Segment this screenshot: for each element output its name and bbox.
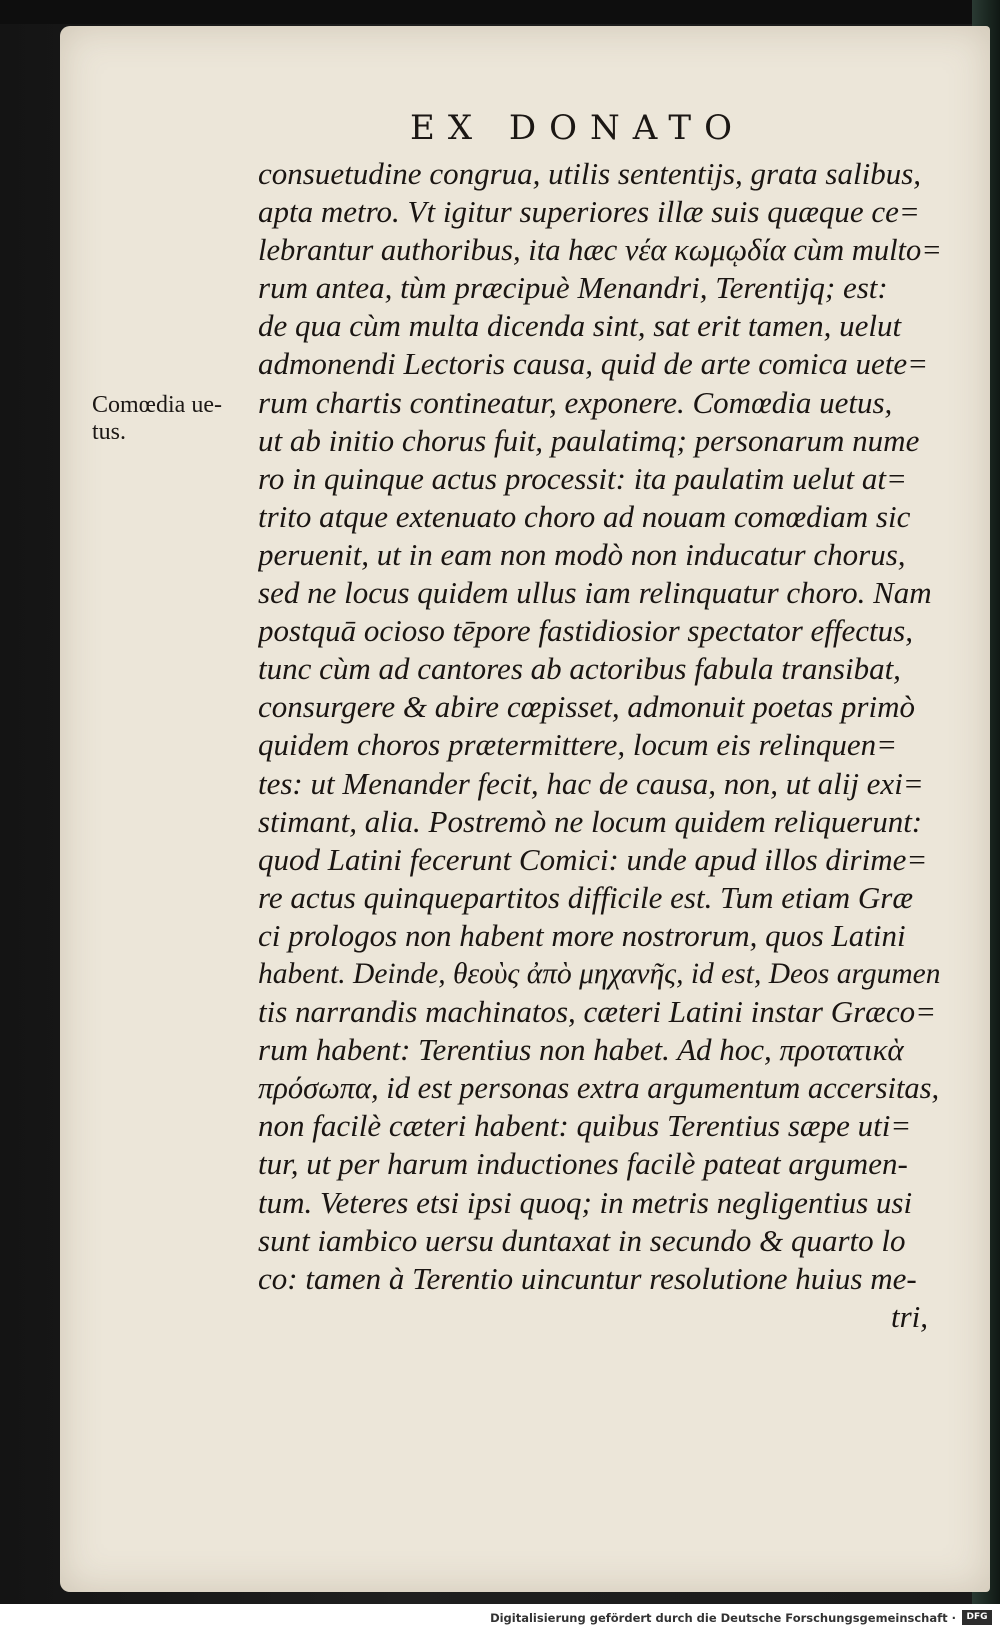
- text-line: tur, ut per harum inductiones facilè pateat argumen-: [258, 1146, 908, 1182]
- text-line: ci prologos non habent more nostrorum, quos Latini: [258, 917, 906, 953]
- text-line: stimant, alia. Postremò ne locum quidem reliquerunt:: [258, 803, 923, 839]
- text-line: sed ne locus quidem ullus iam relinquatur choro. Nam: [258, 575, 932, 611]
- text-line: co: tamen à Terentio uincuntur resolutione huius me-: [258, 1260, 917, 1296]
- text-line: rum antea, tùm præcipuè Menandri, Terentijq; est:: [258, 270, 888, 306]
- margin-note: [92, 392, 250, 446]
- text-line: peruenit, ut in eam non modò non inducatur chorus,: [258, 536, 906, 572]
- dfg-logo: DFG: [962, 1610, 992, 1625]
- margin-note-line: Comœdia ue-: [92, 392, 222, 418]
- text-line: consurgere & abire cœpisset, admonuit poetas primò: [258, 689, 915, 725]
- text-line: consuetudine congrua, utilis sententijs, grata salibus,: [258, 156, 922, 191]
- body-text: [258, 155, 948, 1336]
- text-line: rum chartis contineatur, exponere. Comœdia uetus,: [258, 384, 893, 420]
- text-line: tunc cùm ad cantores ab actoribus fabula transibat,: [258, 651, 901, 687]
- text-line: de qua cùm multa dicenda sint, sat erit tamen, uelut: [258, 308, 902, 344]
- text-line: tes: ut Menander fecit, hac de causa, non, ut alij exi=: [258, 765, 924, 801]
- text-line: tum. Veteres etsi ipsi quoq; in metris negligentius usi: [258, 1184, 913, 1220]
- text-line: trito atque extenuato choro ad nouam comœdiam sic: [258, 498, 911, 534]
- running-head: EX DONATO: [410, 108, 745, 148]
- text-line: sunt iambico uersu duntaxat in secundo & quarto lo: [258, 1222, 906, 1258]
- text-line: tis narrandis machinatos, cæteri Latini instar Græco=: [258, 994, 937, 1030]
- catchword: tri,: [890, 1298, 928, 1334]
- text-line: quidem choros prætermittere, locum eis relinquen=: [258, 727, 898, 763]
- text-line: lebrantur authoribus, ita hæc νέα κωμῳδία cùm multo=: [258, 233, 942, 268]
- text-line: ut ab initio chorus fuit, paulatimq; personarum nume: [258, 422, 920, 458]
- footer-credit: Digitalisierung gefördert durch die Deutsche Forschungsgemeinschaft ·: [490, 1611, 956, 1625]
- text-line: admonendi Lectoris causa, quid de arte comica uete=: [258, 346, 929, 382]
- text-line: habent. Deinde, θεοὺς ἀπὸ μηχανῆς, id est, Deos argumen: [258, 957, 941, 990]
- text-line: non facilè cæteri habent: quibus Terentius sæpe uti=: [258, 1108, 912, 1144]
- text-line: apta metro. Vt igitur superiores illæ suis quæque ce=: [258, 194, 920, 230]
- margin-note-line: tus.: [92, 419, 127, 445]
- text-line: re actus quinquepartitos difficile est. Tum etiam Græ: [258, 879, 913, 915]
- text-line: quod Latini fecerunt Comici: unde apud illos dirime=: [258, 841, 928, 877]
- digitization-footer: [0, 1604, 1000, 1632]
- text-line: rum habent: Terentius non habet. Ad hoc, προτατικὰ: [258, 1032, 904, 1068]
- scan-top-edge: [0, 0, 1000, 24]
- text-line: postquā ocioso tēpore fastidiosior spectator effectus,: [258, 613, 913, 649]
- text-line: πρόσωπα, id est personas extra argumentum accersitas,: [258, 1071, 940, 1106]
- text-line: ro in quinque actus processit: ita paulatim uelut at=: [258, 460, 907, 496]
